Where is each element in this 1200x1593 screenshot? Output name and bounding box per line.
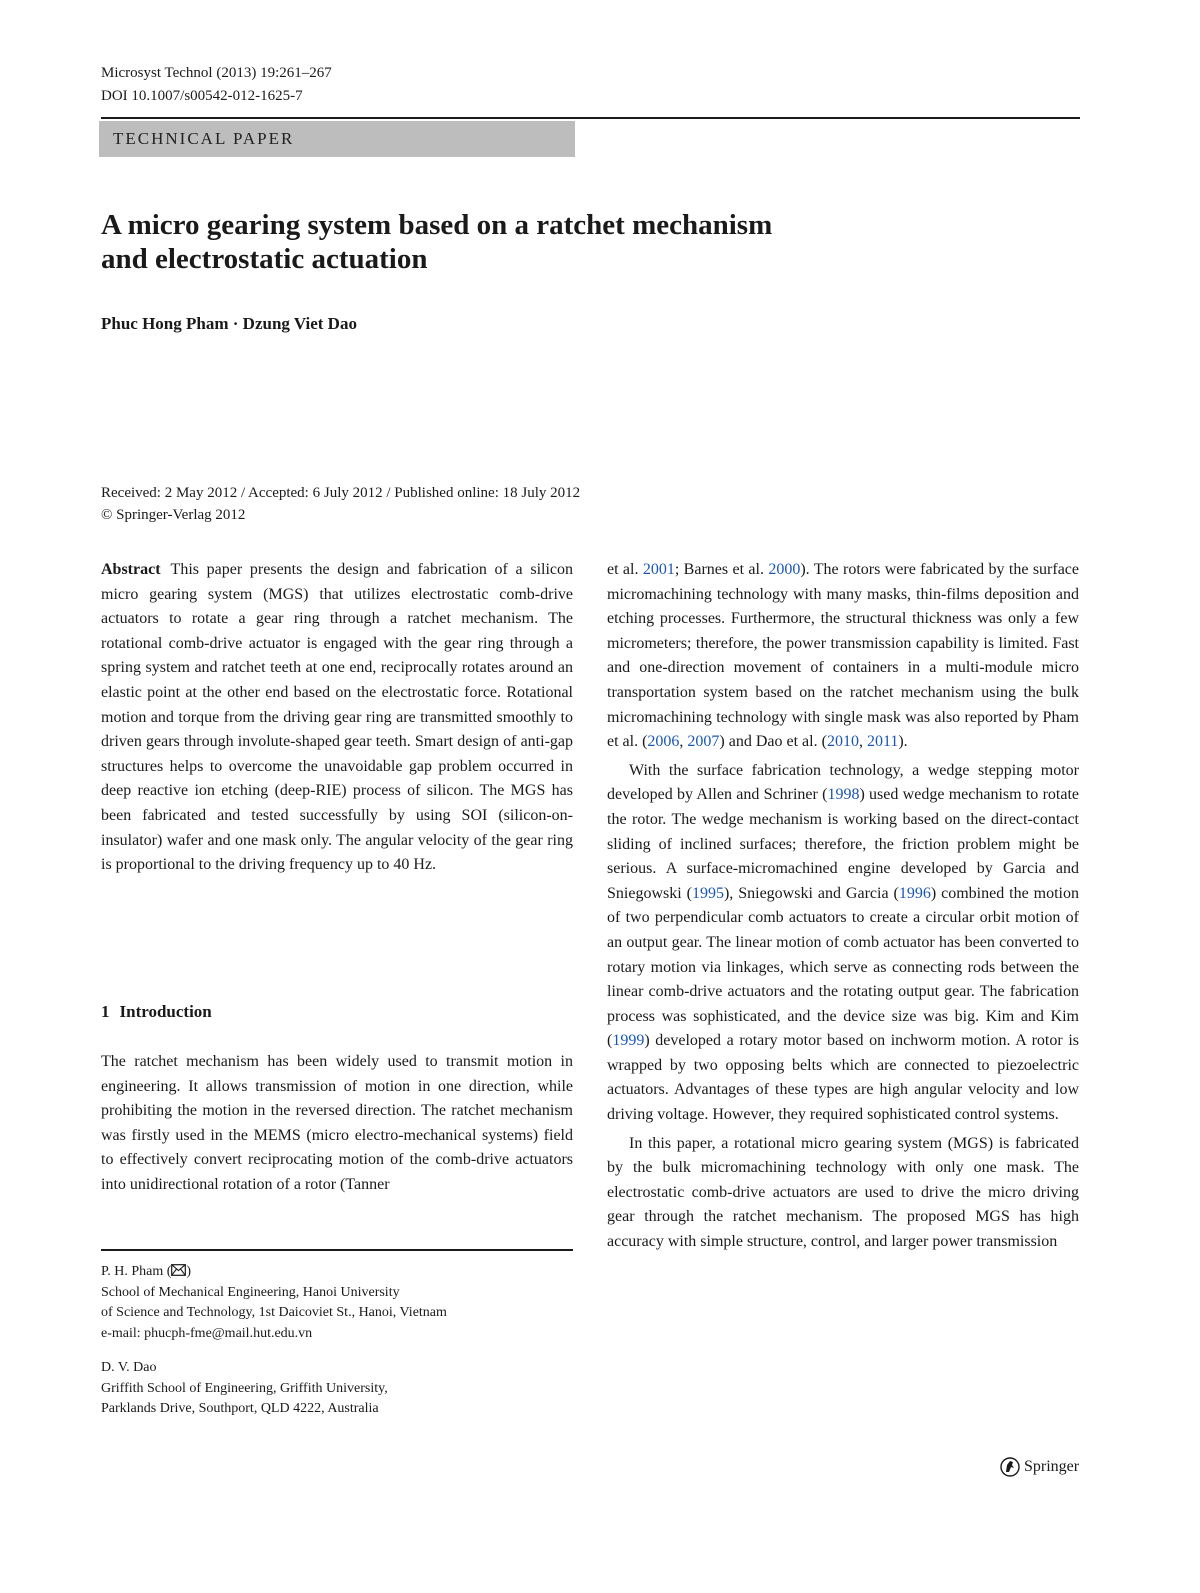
author-affiliation-1 — [101, 1262, 447, 1344]
right-paragraph-1 — [607, 558, 1079, 755]
article-type-banner — [99, 121, 575, 157]
publisher-name: Springer — [1024, 1458, 1080, 1475]
author-1-affiliation-line-1: School of Mechanical Engineering, Hanoi University — [101, 1284, 400, 1300]
citation-link[interactable]: 2006 — [647, 733, 680, 751]
right-column — [607, 558, 1079, 1255]
section-heading-introduction — [101, 1002, 212, 1022]
citation-link[interactable]: 2001 — [642, 561, 675, 578]
citation-link[interactable]: 1996 — [898, 884, 931, 902]
citation-link[interactable]: 2011 — [866, 733, 899, 751]
citation-link[interactable]: 2010 — [826, 733, 859, 751]
springer-horse-icon — [1000, 1456, 1020, 1478]
text-run: , — [858, 733, 867, 751]
footnote-rule — [101, 1249, 573, 1251]
text-run: ) combined the motion of two perpendicular comb actuators to create a circular orbit motion of an output gear. The linear motion of comb actuator has been converted to rotary motion via linkages, which serve as connecting rods between the linear comb-drive actuators and the rotating output gear. The fabrication process was sophisticated, and the device size was big. Kim and Kim ( — [607, 884, 1079, 1050]
section-number: 1 — [101, 1002, 110, 1021]
text-run: ). — [898, 733, 908, 751]
title-line-1: A micro gearing system based on a ratchet mechanism — [101, 209, 773, 241]
authors: Phuc Hong Pham · Dzung Viet Dao — [101, 314, 357, 333]
citation-link[interactable]: 1998 — [827, 786, 860, 804]
citation-link[interactable]: 2007 — [687, 733, 720, 751]
author-affiliation-2 — [101, 1358, 388, 1420]
abstract-text: This paper presents the design and fabrication of a silicon micro gearing system (MGS) that utilizes electrostatic comb-drive actuators to rotate a gear ring through a ratchet mechanism. The rotational comb-drive actuator is engaged with the gear ring through a spring system and ratchet teeth at one end, reciprocally rotates around an elastic point at the other end based on the electrostatic force. Rotational motion and torque from the driving gear ring are transmitted smoothly to driven gears through involute-shaped gear teeth. Smart design of anti-gap structures helps to overcome the unavoidable gap problem occurred in deep reactive ion etching (deep-RIE) process of silicon. The MGS has been fabricated and tested successfully by using SOI (silicon-on-insulator) wafer and one mask only. The angular velocity of the gear ring is proportional to the driving frequency up to 40 Hz. — [101, 561, 573, 874]
author-1-name: P. H. Pham ( — [101, 1264, 172, 1279]
text-run: ) and Dao et al. ( — [719, 733, 827, 751]
text-run: et al. — [607, 561, 643, 578]
text-run: ) used wedge mechanism to rotate the rotor. The wedge mechanism is working based on the direct-contact sliding of inclined surfaces; therefore, the friction problem might be serious. A surface-micromachined engine developed by Garcia and Sniegowski ( — [607, 786, 1080, 902]
citation-link[interactable]: 1995 — [691, 884, 724, 902]
history: Received: 2 May 2012 / Accepted: 6 July 2012 / Published online: 18 July 2012 — [101, 485, 581, 501]
paper-title — [101, 208, 1001, 276]
text-run: With the surface fabrication technology, a wedge stepping motor developed by Allen and Schriner ( — [607, 761, 1079, 804]
text-run: , — [679, 733, 688, 751]
author-2-affiliation-line-2: Parklands Drive, Southport, QLD 4222, Australia — [101, 1401, 379, 1416]
citation-link[interactable]: 1999 — [612, 1032, 645, 1050]
title-line-2: and electrostatic actuation — [101, 243, 428, 275]
article-type: TECHNICAL PAPER — [113, 129, 295, 148]
right-paragraph-3: In this paper, a rotational micro gearing system (MGS) is fabricated by the bulk micromachining technology with only one mask. The electrostatic comb-drive actuators are used to drive the micro driving gear through the ratchet mechanism. The proposed MGS has high accuracy with simple structure, control, and larger power transmission — [607, 1134, 1079, 1251]
text-run: ), Sniegowski and Garcia ( — [723, 884, 899, 902]
author-2-name: D. V. Dao — [101, 1360, 157, 1375]
header-rule — [101, 117, 1080, 119]
intro-paragraph-1 — [101, 1050, 573, 1198]
citation-link[interactable]: 2000 — [768, 561, 801, 578]
doi[interactable]: DOI 10.1007/s00542-012-1625-7 — [101, 88, 303, 104]
author-2-affiliation-line-1: Griffith School of Engineering, Griffith University, — [101, 1380, 388, 1396]
text-run: ). The rotors were fabricated by the surface micromachining technology with many masks, thin-films deposition and etching processes. Furthermore, the structural thickness was only a few micrometers; therefore, the power transmission capability is limited. Fast and one-direction movement of containers in a multi-module micro transportation system based on the ratchet mechanism using the bulk micromachining technology with single mask was also reported by Pham et al. ( — [607, 561, 1080, 751]
author-1-email[interactable]: e-mail: phucph-fme@mail.hut.edu.vn — [101, 1325, 313, 1341]
intro-text: The ratchet mechanism has been widely used to transmit motion in engineering. It allows transmission of motion in one direction, while prohibiting the motion in the reversed direction. The ratchet mechanism was firstly used in the MEMS (micro electro-mechanical systems) field to effectively convert reciprocating motion of the comb-drive actuators into unidirectional rotation of a rotor (Tanner — [101, 1053, 573, 1193]
envelope-icon[interactable] — [171, 1264, 186, 1276]
publisher-logo — [1000, 1456, 1079, 1478]
copyright: © Springer-Verlag 2012 — [101, 507, 246, 523]
author-1-affiliation-line-2: of Science and Technology, 1st Daicoviet St., Hanoi, Vietnam — [101, 1305, 447, 1320]
abstract — [101, 558, 573, 878]
section-title: Introduction — [119, 1002, 212, 1021]
author-1-name-close: ) — [186, 1264, 192, 1279]
journal-citation: Microsyst Technol (2013) 19:261–267 — [101, 65, 332, 81]
abstract-heading: Abstract — [101, 561, 161, 578]
right-paragraph-2 — [607, 759, 1079, 1128]
publication-dates — [101, 482, 580, 526]
text-run: ; Barnes et al. — [674, 561, 769, 578]
text-run: ) developed a rotary motor based on inchworm motion. A rotor is wrapped by two opposing belts which are connected to piezoelectric actuators. Advantages of these types are high angular velocity and low driving voltage. However, they required sophisticated control systems. — [607, 1032, 1079, 1124]
